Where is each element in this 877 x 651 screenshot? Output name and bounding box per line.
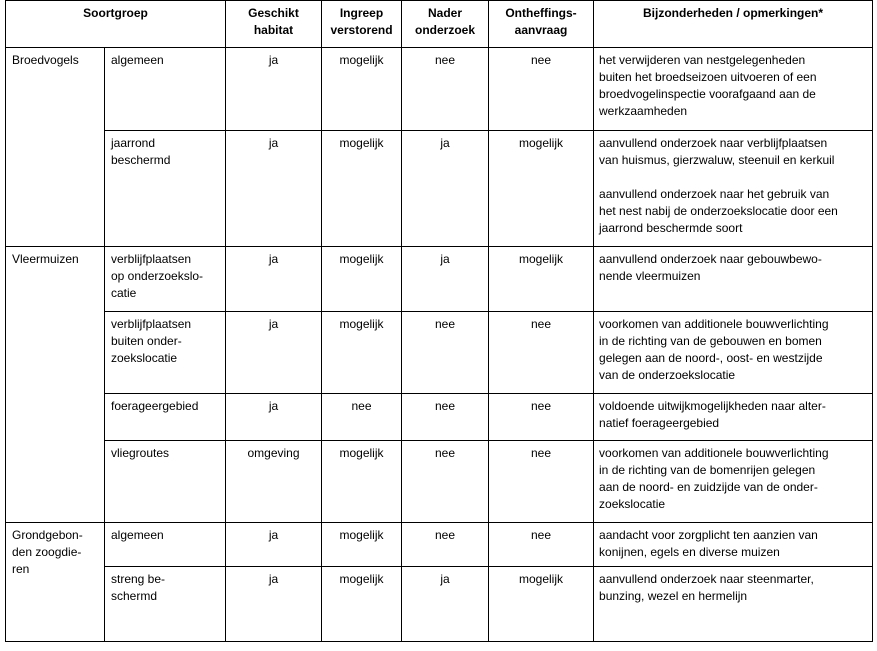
header-line: habitat (253, 23, 294, 37)
text-line: Grondgebon- (12, 528, 83, 542)
text-line: verblijfplaatsen (111, 252, 192, 266)
text-line: zoekslocatie (599, 497, 666, 511)
text-line: Vleermuizen (12, 252, 79, 266)
ingreep-cell: mogelijk (322, 523, 402, 567)
subgroup-cell (105, 247, 226, 312)
text-line: op onderzoekslo- (111, 269, 204, 283)
text-line: ren (12, 562, 30, 576)
nader-onderzoek-cell: nee (402, 441, 489, 523)
header-line: verstorend (330, 23, 393, 37)
notes-cell (594, 312, 873, 394)
notes-cell (594, 247, 873, 312)
habitat-cell: ja (226, 523, 322, 567)
subgroup-cell (105, 131, 226, 247)
text-line: Broedvogels (12, 53, 79, 67)
text-line: broedvogelinspectie voorafgaand aan de (599, 87, 816, 101)
notes-cell (594, 131, 873, 247)
notes-cell (594, 394, 873, 441)
text-line: zoekslocatie (111, 351, 178, 365)
header-nader-onderzoek (402, 1, 489, 48)
text-line: van de onderzoekslocatie (599, 368, 736, 382)
ontheffing-cell: nee (489, 394, 594, 441)
species-assessment-table (5, 0, 873, 642)
header-line: Ingreep (339, 6, 384, 20)
note-paragraph (599, 135, 868, 169)
ontheffing-cell: mogelijk (489, 131, 594, 247)
nader-onderzoek-cell: nee (402, 394, 489, 441)
header-geschikt-habitat (226, 1, 322, 48)
text-line: konijnen, egels en diverse muizen (599, 545, 780, 559)
note-paragraph (599, 527, 868, 561)
text-line: bunzing, wezel en hermelijn (599, 589, 748, 603)
note-paragraph (599, 52, 868, 120)
ingreep-cell: mogelijk (322, 247, 402, 312)
notes-cell (594, 441, 873, 523)
text-line: het verwijderen van nestgelegenheden (599, 53, 806, 67)
notes-cell (594, 48, 873, 131)
table-row (6, 441, 873, 523)
header-row (6, 1, 873, 48)
table-row (6, 394, 873, 441)
text-line: catie (111, 286, 137, 300)
nader-onderzoek-cell: nee (402, 523, 489, 567)
note-paragraph (599, 571, 868, 605)
text-line: aanvullend onderzoek naar het gebruik van (599, 187, 830, 201)
nader-onderzoek-cell: ja (402, 567, 489, 642)
table-row (6, 567, 873, 642)
nader-onderzoek-cell: nee (402, 312, 489, 394)
table-row (6, 523, 873, 567)
habitat-cell: ja (226, 48, 322, 131)
note-paragraph (599, 316, 868, 384)
ingreep-cell: mogelijk (322, 567, 402, 642)
text-line: in de richting van de bomenrijen gelegen (599, 463, 816, 477)
ingreep-cell: mogelijk (322, 441, 402, 523)
header-ontheffingsaanvraag (489, 1, 594, 48)
table-row (6, 131, 873, 247)
subgroup-cell (105, 394, 226, 441)
text-line: jaarrond beschermde soort (599, 221, 743, 235)
note-paragraph (599, 186, 868, 237)
text-line: in de richting van de gebouwen en bomen (599, 334, 822, 348)
ingreep-cell: mogelijk (322, 48, 402, 131)
text-line: van huismus, gierzwaluw, steenuil en kerkuil (599, 153, 835, 167)
table-row (6, 48, 873, 131)
ingreep-cell: mogelijk (322, 312, 402, 394)
text-line: aanvullend onderzoek naar verblijfplaatsen (599, 136, 828, 150)
ontheffing-cell: mogelijk (489, 247, 594, 312)
text-line: verblijfplaatsen (111, 317, 192, 331)
text-line: aanvullend onderzoek naar steenmarter, (599, 572, 814, 586)
text-line: het nest nabij de onderzoekslocatie door een (599, 204, 838, 218)
subgroup-cell (105, 567, 226, 642)
header-ingreep-verstorend (322, 1, 402, 48)
header-line: aanvraag (514, 23, 568, 37)
text-line: streng be- (111, 572, 166, 586)
text-line: voorkomen van additionele bouwverlichting (599, 446, 829, 460)
subgroup-cell (105, 48, 226, 131)
header-bijzonderheden: Bijzonderheden / opmerkingen* (594, 1, 873, 48)
text-line: algemeen (111, 53, 164, 67)
habitat-cell: ja (226, 247, 322, 312)
ontheffing-cell: nee (489, 523, 594, 567)
nader-onderzoek-cell: ja (402, 247, 489, 312)
text-line: beschermd (111, 153, 171, 167)
header-line: Ontheffings- (505, 6, 577, 20)
habitat-cell: ja (226, 312, 322, 394)
ontheffing-cell: nee (489, 441, 594, 523)
ontheffing-cell: mogelijk (489, 567, 594, 642)
table-row (6, 312, 873, 394)
text-line: natief foerageergebied (599, 416, 720, 430)
text-line: aandacht voor zorgplicht ten aanzien van (599, 528, 818, 542)
ingreep-cell: mogelijk (322, 131, 402, 247)
text-line: schermd (111, 589, 158, 603)
text-line: voorkomen van additionele bouwverlichting (599, 317, 829, 331)
text-line: vliegroutes (111, 446, 170, 460)
group-cell (6, 523, 105, 642)
text-line: aan de noord- en zuidzijde van de onder- (599, 480, 818, 494)
header-soortgroep: Soortgroep (6, 1, 226, 48)
nader-onderzoek-cell: nee (402, 48, 489, 131)
text-line: buiten onder- (111, 334, 182, 348)
subgroup-cell (105, 312, 226, 394)
text-line: aanvullend onderzoek naar gebouwbewo- (599, 252, 822, 266)
subgroup-cell (105, 523, 226, 567)
header-line: Geschikt (248, 6, 299, 20)
habitat-cell: omgeving (226, 441, 322, 523)
nader-onderzoek-cell: ja (402, 131, 489, 247)
text-line: voldoende uitwijkmogelijkheden naar alter- (599, 399, 826, 413)
note-paragraph (599, 445, 868, 513)
habitat-cell: ja (226, 394, 322, 441)
table-row (6, 247, 873, 312)
ontheffing-cell: nee (489, 48, 594, 131)
group-cell (6, 247, 105, 523)
header-line: Nader (428, 6, 463, 20)
ontheffing-cell: nee (489, 312, 594, 394)
text-line: buiten het broedseizoen uitvoeren of een (599, 70, 817, 84)
notes-cell (594, 567, 873, 642)
text-line: nende vleermuizen (599, 269, 701, 283)
header-line: onderzoek (415, 23, 476, 37)
ingreep-cell: nee (322, 394, 402, 441)
text-line: foerageergebied (111, 399, 199, 413)
note-paragraph (599, 398, 868, 432)
text-line: werkzaamheden (599, 104, 688, 118)
text-line: jaarrond (111, 136, 156, 150)
habitat-cell: ja (226, 131, 322, 247)
text-line: den zoogdie- (12, 545, 82, 559)
note-paragraph (599, 251, 868, 285)
subgroup-cell (105, 441, 226, 523)
text-line: algemeen (111, 528, 164, 542)
group-cell (6, 48, 105, 247)
text-line: gelegen aan de noord-, oost- en westzijde (599, 351, 823, 365)
notes-cell (594, 523, 873, 567)
habitat-cell: ja (226, 567, 322, 642)
